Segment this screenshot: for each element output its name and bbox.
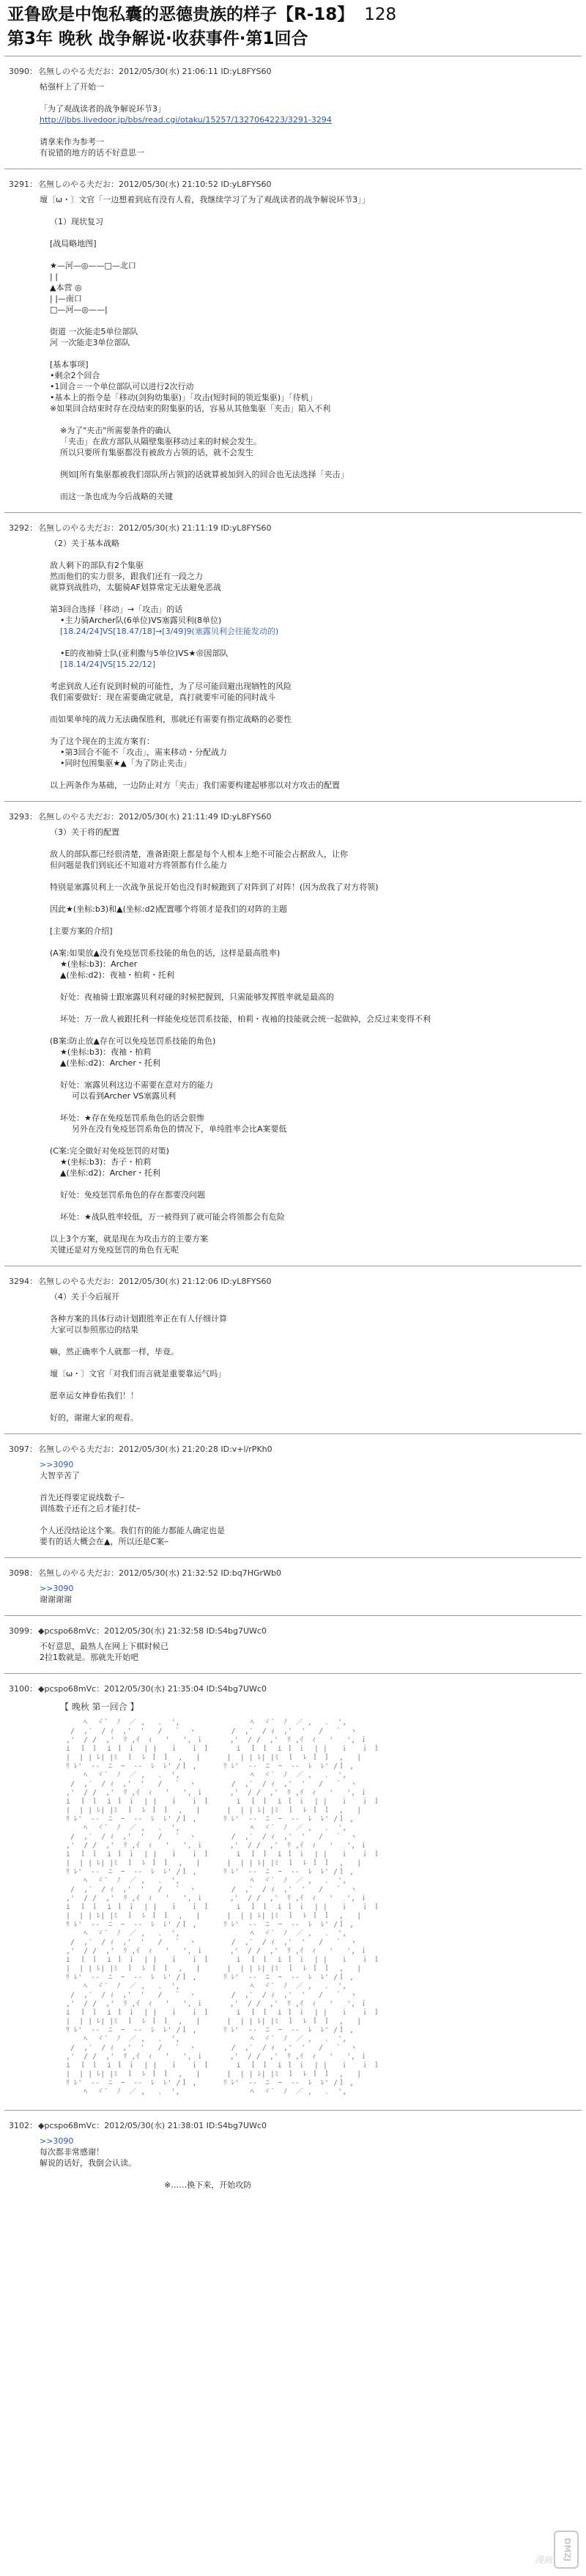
post-line: (B案:防止放▲存在可以免疫惩罚系技能的角色) (50, 1036, 216, 1046)
post-line: 因此★(坐标:b3)和▲(坐标:d2)配置哪个将领才是我们的对阵的主题 (50, 904, 287, 914)
post-meta: 名無しのやる夫だお：2012/05/30(水) 21:06:11 ID:yL8FYS60 (38, 66, 272, 76)
post-body (40, 1583, 582, 1605)
post-line: 关键还是对方免疫惩罚的角色有无呢 (50, 1244, 179, 1255)
post (4, 801, 582, 1266)
post-meta: 名無しのやる夫だお：2012/05/30(水) 21:20:28 ID:v+l/rPKh0 (38, 1444, 272, 1454)
post-line: 个人还没结论这个案。我们有的能力都能人确定也是 (40, 1525, 225, 1535)
post-number: 3099： (9, 1625, 37, 1636)
post-line: 嘛，然正确率个人就都一样，毕竟。 (50, 1346, 179, 1357)
spacer (40, 249, 582, 260)
post-meta: ◆pcspo68mVc：2012/05/30(水) 21:35:04 ID:S4bg7UWc0 (38, 1683, 267, 1694)
post-body (40, 2136, 582, 2191)
title-text: 亚鲁欧是中饱私囊的恶德贵族的样子【R-18】 (7, 5, 355, 24)
post-number: 3294： (9, 1276, 37, 1286)
spacer (40, 92, 582, 103)
post-line: >>3090 (40, 2136, 74, 2146)
post-number: 3100： (9, 1683, 37, 1694)
post (4, 1266, 582, 1433)
post-body (40, 827, 582, 1255)
spacer (40, 1069, 582, 1080)
post-body (40, 1641, 582, 1663)
post-number: 3097： (9, 1444, 37, 1454)
watermark-sub: 漫画 (534, 2555, 552, 2565)
spacer (40, 480, 582, 491)
spacer (40, 1003, 582, 1014)
post-line: 不好意思，最熟人在网上下棋时候已 (40, 1641, 168, 1651)
spacer (40, 981, 582, 992)
page-subtitle: 第3年 晚秋 战争解说·收获事件·第1回合 (7, 29, 308, 48)
post-line: •第3回合不能不「攻击」，需来移动・分配战力 (60, 747, 227, 757)
page-header (0, 0, 586, 56)
spacer (40, 937, 582, 948)
spacer (40, 125, 582, 136)
post-line: 为了这个现在的主流方案有： (50, 736, 155, 746)
post-line: >>3090 (40, 1459, 74, 1469)
spacer (40, 1335, 582, 1346)
ascii-art: ﾍ ヾ´ ﾉ ／ , ､ ', ﾍ ヾ´ ﾉ ／ , ､ ', / ,′ / ｨ ,' ' / ` ヽ / ,′ / ｨ ,' ' / ` ヽ ,' / / ,' ﾘ ,ｲ ｨ ' ', ｉ ,' / / ,' ﾘ ,ｲ ｨ ' ', ｉ i ｌ ｌ i ｌ ｉ | | ｉ ｉ ｌ i ｌ ｌ i ｌ ｉ | | ｉ ｉ ｌ | | | ﾚ| |ﾐ ｌ ﾚ ｌ ｌ , | | | | ﾚ| |ﾐ ｌ ﾚ ｌ ｌ , | ﾘ ﾚ' ‐- ﾆ ｰ -‐ ﾚ ﾚ' /ｌ , ﾘ ﾚ' ‐- ﾆ ｰ -‐ ﾚ ﾚ' /ｌ , ﾍ ヾ´ ﾉ ／ , ､ ', ﾍ ヾ´ ﾉ ／ , ､ ', / ,′ / ｨ ,' ' / ` ヽ / ,′ / ｨ ,' ' / ` ヽ ,' / / ,' ﾘ ,ｲ ｨ ' ', ｉ ,' / / ,' ﾘ ,ｲ ｨ ' ', ｉ i ｌ ｌ i ｌ ｉ | | ｉ ｉ ｌ i ｌ ｌ i ｌ ｉ | | ｉ ｉ ｌ | | | ﾚ| |ﾐ ｌ ﾚ ｌ ｌ , | | | | ﾚ| |ﾐ ｌ ﾚ ｌ ｌ , | ﾘ ﾚ' ‐- ﾆ ｰ -‐ ﾚ ﾚ' /ｌ , ﾘ ﾚ' ‐- ﾆ ｰ -‐ ﾚ ﾚ' /ｌ , ﾍ ヾ´ ﾉ ／ , ､ ', ﾍ ヾ´ ﾉ ／ , ､ ', / ,′ / ｨ ,' ' / ` ヽ / ,′ / ｨ ,' ' / ` ヽ ,' / / ,' ﾘ ,ｲ ｨ ' ', ｉ ,' / / ,' ﾘ ,ｲ ｨ ' ', ｉ i ｌ ｌ i ｌ ｉ | | ｉ ｉ ｌ i ｌ ｌ i ｌ ｉ | | ｉ ｉ ｌ | | | ﾚ| |ﾐ ｌ ﾚ ｌ ｌ , | | | | ﾚ| |ﾐ ｌ ﾚ ｌ ｌ , | ﾘ ﾚ' ‐- ﾆ ｰ -‐ ﾚ ﾚ' /ｌ , ﾘ ﾚ' ‐- ﾆ ｰ -‐ ﾚ ﾚ' /ｌ , ﾍ ヾ´ ﾉ ／ , ､ ', ﾍ ヾ´ ﾉ ／ , ､ ', / ,′ / ｨ ,' ' / ` ヽ / ,′ / ｨ ,' ' / ` ヽ ,' / / ,' ﾘ ,ｲ ｨ ' ', ｉ ,' / / ,' ﾘ ,ｲ ｨ ' ', ｉ i ｌ ｌ i ｌ ｉ | | ｉ ｉ ｌ i ｌ ｌ i ｌ ｉ | | ｉ ｉ ｌ | | | ﾚ| |ﾐ ｌ ﾚ ｌ ｌ , | | | | ﾚ| |ﾐ ｌ ﾚ ｌ ｌ , | ﾘ ﾚ' ‐- ﾆ ｰ -‐ ﾚ ﾚ' /ｌ , ﾘ ﾚ' ‐- ﾆ ｰ -‐ ﾚ ﾚ' /ｌ , ﾍ ヾ´ ﾉ ／ , ､ ', ﾍ ヾ´ ﾉ ／ , ､ ', / ,′ / ｨ ,' ' / ` ヽ / ,′ / ｨ ,' ' / ` ヽ ,' / / ,' ﾘ ,ｲ ｨ ' ', ｉ ,' / / ,' ﾘ ,ｲ ｨ ' ', ｉ i ｌ ｌ i ｌ ｉ | | ｉ ｉ ｌ i ｌ ｌ i ｌ ｉ | | ｉ ｉ ｌ | | | ﾚ| |ﾐ ｌ ﾚ ｌ ｌ , | | | | ﾚ| |ﾐ ｌ ﾚ ｌ ｌ , | ﾘ ﾚ' ‐- ﾆ ｰ -‐ ﾚ ﾚ' /ｌ , ﾘ ﾚ' ‐- ﾆ ｰ -‐ ﾚ ﾚ' /ｌ , ﾍ ヾ´ ﾉ ／ , ､ ', ﾍ ヾ´ ﾉ ／ , ､ ', / ,′ / ｨ ,' ' / ` ヽ / ,′ / ｨ ,' ' / ` ヽ ,' / / ,' ﾘ ,ｲ ｨ ' ', ｉ ,' / / ,' ﾘ ,ｲ ｨ ' ', ｉ i ｌ ｌ i ｌ ｉ | | ｉ ｉ ｌ i ｌ ｌ i ｌ ｉ | | ｉ ｉ ｌ | | | ﾚ| |ﾐ ｌ ﾚ ｌ ｌ , | | | | ﾚ| |ﾐ ｌ ﾚ ｌ ｌ , | ﾘ ﾚ' ‐- ﾆ ｰ -‐ ﾚ ﾚ' /ｌ , ﾘ ﾚ' ‐- ﾆ ｰ -‐ ﾚ ﾚ' /ｌ , ﾍ ヾ´ ﾉ ／ , ､ ', ﾍ ヾ´ ﾉ ／ , ､ ', / ,′ / ｨ ,' ' / ` ヽ / ,′ / ｨ ,' ' / ` ヽ ,' / / ,' ﾘ ,ｲ ｨ ' ', ｉ ,' / / ,' ﾘ ,ｲ ｨ ' ', ｉ i ｌ ｌ i ｌ ｉ | | ｉ ｉ ｌ i ｌ ｌ i ｌ ｉ | | ｉ ｉ ｌ | | | ﾚ| |ﾐ ｌ ﾚ ｌ ｌ , | | | | ﾚ| |ﾐ ｌ ﾚ ｌ ｌ , | ﾘ ﾚ' ‐- ﾆ ｰ -‐ ﾚ ﾚ' /ｌ , ﾘ ﾚ' ‐- ﾆ ｰ -‐ ﾚ ﾚ' /ｌ , ﾍ ヾ´ ﾉ ／ , ､ ', ﾍ ヾ´ ﾉ ／ , ､ ', (66, 1718, 381, 2096)
spacer (40, 1379, 582, 1390)
spacer (40, 1357, 582, 1368)
spacer (40, 315, 582, 326)
post-body (40, 194, 582, 502)
post (4, 1433, 582, 1557)
spacer (40, 670, 582, 681)
post-line: 然而他们的实力很多，跟我们还有一段之力 (50, 571, 203, 581)
post-line: 但问题是我们到底还不知道对方将领都有什么能力 (50, 860, 227, 870)
post-header (9, 811, 582, 822)
post-line: [主要方案的介绍] (50, 926, 113, 936)
post-number: 3293： (9, 811, 37, 822)
post-line: ▲(坐标:d2)：Archer・托利 (60, 1058, 160, 1068)
spacer (40, 205, 582, 216)
spacer (40, 348, 582, 359)
post-line: 大智辛苦了 (40, 1470, 80, 1480)
post (4, 169, 582, 512)
post-line: 所以只要所有集驱都没有被敌方占领的话，就不会发生 (60, 447, 253, 457)
post-line: （4）关于今后展开 (50, 1291, 119, 1302)
post-header (9, 178, 582, 190)
post-line: 壇〔ω・〕文官「一边想着到底有没有人看，我继续学习了为了观战读者的战争解说环节3」」 (40, 194, 370, 204)
post-line: ▲(坐标:d2)：夜袖・柏莉・托利 (60, 970, 174, 980)
watermark-logo: DMZJ (554, 2531, 579, 2569)
post-line: 首先还得要定说线数子ｰ (40, 1492, 125, 1502)
post-line: •剩余2个回合 (50, 370, 100, 380)
post-line: 各种方案的具体行动计划跟胜率正在有人仔细计算 (50, 1313, 227, 1324)
spacer (40, 2169, 582, 2180)
post-line: [18.14/24]VS[15.22/12] (60, 659, 156, 669)
post-line: (A案:如果放▲没有免疫惩罚系技能的角色的话，这样是最高胜率) (50, 948, 281, 958)
spacer (40, 1401, 582, 1412)
post-line: ※为了"夹击"所需要条件的确认 (60, 425, 171, 435)
post-number: 3292： (9, 523, 37, 533)
post-body (40, 538, 582, 791)
spacer (40, 871, 582, 882)
post-meta: 名無しのやる夫だお：2012/05/30(水) 21:32:52 ID:bq7HGrWb0 (38, 1568, 281, 1578)
post-line: >>3090 (40, 1583, 74, 1593)
post-line: 而这一条也成为今后战略的关键 (60, 491, 173, 501)
page-title (7, 4, 579, 26)
post-line: 坏处：★存在免疫惩罚系角色的话会很惨 (60, 1112, 204, 1123)
post-line: ※……換下来，开始攻防 (164, 2180, 252, 2190)
spacer (40, 1200, 582, 1211)
post-line: 有说错的地方的话不好意思一 (40, 147, 144, 158)
post-line: （1）现状复习 (50, 216, 103, 226)
post-header (9, 1625, 582, 1636)
post-number: 3102： (9, 2120, 37, 2130)
post-line: 坏处：万一敌人被跟托利一样能免疫惩罚系技能，柏莉・夜袖的技能就会统一起做掉，会反过来变得不利 (60, 1014, 431, 1024)
spacer (40, 1134, 582, 1145)
post-link[interactable]: http://jbbs.livedoor.jp/bbs/read.cgi/otaku/15257/1327064223/3291-3294 (40, 114, 332, 125)
post (4, 2110, 582, 2201)
post-body (40, 1459, 582, 1547)
post-line: （3）关于将的配置 (50, 827, 119, 837)
post-line: 就算到战胜功，太腿骑AF划算常定无法避免恶战 (50, 582, 221, 592)
spacer (40, 1222, 582, 1233)
post-header (9, 65, 582, 77)
post-line: 2拉1数就是。那就先开始吧 (40, 1652, 138, 1662)
post-line: 「为了观战读者的战争解说环节3」 (40, 103, 166, 114)
spacer (40, 414, 582, 425)
post-meta: ◆pcspo68mVc：2012/05/30(水) 21:38:01 ID:S4bg7UWc0 (38, 2120, 267, 2130)
post-line: 要有的话大概会在▲，所以还是C案ｰ (40, 1536, 168, 1546)
post-line: ▲本营 ◎ (50, 282, 82, 292)
spacer (40, 1178, 582, 1189)
spacer (40, 725, 582, 736)
spacer (40, 1481, 582, 1492)
post-header (9, 1683, 582, 1694)
post (4, 1673, 582, 2110)
post-line: ★(坐标:b3)：夜袖・柏莉 (60, 1047, 152, 1057)
spacer (40, 1514, 582, 1525)
art-caption: 【 晚秋 第一回合 】 (60, 1701, 139, 1712)
post-line: 考虑到敌人还有说到时候的可能性，为了尽可能回避出现牺牲的风险 (50, 681, 292, 691)
spacer (40, 227, 582, 238)
post-meta: 名無しのやる夫だお：2012/05/30(水) 21:11:19 ID:yL8FYS60 (38, 523, 272, 533)
post-line: 可以看到Archer VS塞露贝利 (72, 1090, 177, 1101)
post-line: 好处：免疫惩罚系角色的存在都要没问题 (60, 1189, 205, 1200)
post-line: | | (50, 271, 58, 281)
post-header (9, 2119, 582, 2131)
post-line: 请拿来作为参考一 (40, 136, 104, 147)
spacer (40, 637, 582, 648)
post-line: ※如果回合结束时存在没结束的附集驱的话，容易从其他集驱「夹击」陷入不利 (50, 403, 331, 413)
post-line: •基本上的指令是「移动(剑狗幼集驱)」「攻击(短时间的领近集驱)」「待机」 (50, 392, 317, 402)
post (4, 512, 582, 801)
post-line: 谢谢谢谢 (40, 1594, 72, 1604)
post-line: 每次都非常感谢！ (40, 2147, 104, 2157)
post-line: 而如果单纯的战力无法确保胜利，那就还有需要有指定战略的必要性 (50, 714, 292, 724)
post-line: 例如[所有集驱都被我们部队所占领]的话就算被加到入的回合也无法选择「夹击」 (60, 469, 349, 479)
spacer (40, 549, 582, 560)
post-meta: 名無しのやる夫だお：2012/05/30(水) 21:12:06 ID:yL8FYS60 (38, 1276, 272, 1286)
post-line: •1回合＝一个单位部队可以进行2次行动 (50, 381, 194, 391)
spacer (40, 1101, 582, 1112)
post-line: 另外在没有免疫惩罚系角色的情况下，单纯胜率会比A案要低 (72, 1123, 287, 1134)
post-line: □—河—◎——| (50, 304, 108, 314)
post-line: ▲(坐标:d2)：Archer・托利 (60, 1167, 160, 1178)
post-line: •E的夜袖骑士队(亚利撒与5单位)VS★帝国部队 (60, 648, 229, 658)
post-line: | |—南口 (50, 293, 82, 303)
post-line: ★(坐标:b3)：杏子・柏莉 (60, 1156, 152, 1167)
post-line: 训练数子还有之后才能打仗ｰ (40, 1503, 141, 1513)
spacer (40, 593, 582, 604)
post-line: 壇〔ω・〕文官「对我们而言就是重要靠运气吗」 (50, 1368, 226, 1379)
spacer (40, 703, 582, 714)
post-line: 我们需要做好：现在需要确定就是，真打就要牢可能的同时战斗 (50, 692, 275, 702)
post-body (40, 81, 582, 158)
post-line: 特别是塞露贝利上一次战争虽说开始也没有时候跑到了对阵到了对阵！(因为敌我了对方将领) (50, 882, 379, 892)
post-meta: ◆pcspo68mVc：2012/05/30(水) 21:32:58 ID:S4bg7UWc0 (38, 1625, 267, 1636)
post-list (0, 56, 586, 2201)
spacer (40, 1302, 582, 1313)
post-line: 敌人的部队都已经很清楚，准备距限上都是每个人根本上绝不可能会占据敌人，让你 (50, 849, 348, 859)
post-line: 敌人剩下的部队有2个集驱 (50, 560, 144, 570)
post-line: (C案:完全做好对免疫惩罚的对策) (50, 1145, 169, 1156)
post-line: •主力骑Archer队(6单位)VS塞露贝利(8单位) (60, 615, 222, 625)
spacer (40, 893, 582, 904)
post-line: 大家可以参照那边的结果 (50, 1324, 138, 1335)
post-header (9, 1443, 582, 1455)
post-meta: 名無しのやる夫だお：2012/05/30(水) 21:10:52 ID:yL8FYS60 (38, 179, 272, 189)
post-line: 愿幸运女神眷佑我们！！ (50, 1390, 138, 1400)
spacer (40, 915, 582, 926)
post-line: 河 一次能走3单位部队 (50, 337, 130, 347)
post (4, 56, 582, 169)
post-line: 以上两条作为基础，一边防止对方「夹击」我们需要构建起够那以对方攻击的配置 (50, 780, 340, 790)
post (4, 1615, 582, 1673)
spacer (40, 1025, 582, 1036)
post-line: ★(坐标:b3)：Archer (60, 959, 138, 969)
post-number: 3098： (9, 1568, 37, 1578)
post-line: 帖强杆上了开始一 (40, 81, 104, 92)
post-meta: 名無しのやる夫だお：2012/05/30(水) 21:11:49 ID:yL8FYS60 (38, 811, 272, 822)
post-line: 「夹击」在敌方部队从隔壁集驱移动过来的时候会发生。 (60, 436, 262, 446)
post-line: 坏处：★战队胜率较低，万一被得到了就可能会将领都会有危险 (60, 1211, 285, 1222)
post (4, 1557, 582, 1615)
post-line: •同时包围集驱★▲「为了防止夹击」 (60, 758, 191, 768)
post-line: [战局略地图] (50, 238, 97, 248)
post-line: 解说的话好，我倒会认读。 (40, 2158, 136, 2168)
spacer (40, 838, 582, 849)
spacer (40, 769, 582, 780)
post-line: [基本事项] (50, 359, 89, 369)
post-line: ★—河—◎——□—北口 (50, 260, 136, 270)
post-line: 好的，谢谢大家的观看。 (50, 1412, 138, 1422)
post-line: （2）关于基本战略 (50, 538, 119, 548)
post-number: 3291： (9, 179, 37, 189)
page-number: 128 (364, 5, 397, 24)
post-line: 以上3个方案，就是现在为攻击方的主要方案 (50, 1233, 208, 1244)
post-body (40, 1291, 582, 1423)
spacer (40, 458, 582, 469)
post-number: 3090： (9, 66, 37, 76)
post-header (9, 522, 582, 534)
post-header (9, 1275, 582, 1287)
post-line: 第3回合选择「移动」→「攻击」的话 (50, 604, 183, 614)
post-line: 街道 一次能走5单位部队 (50, 326, 138, 336)
post-header (9, 1567, 582, 1579)
post-line: 好处：塞露贝利这边不需要在意对方的能力 (60, 1080, 213, 1090)
post-line: 好处：夜袖骑士跟塞露贝利对碰的时候把握到，只需能够发挥胜率就是最高的 (60, 992, 334, 1002)
post-line: [18.24/24]VS[18.47/18]→[3/49]9(塞露贝利会往能发动的) (60, 626, 279, 636)
